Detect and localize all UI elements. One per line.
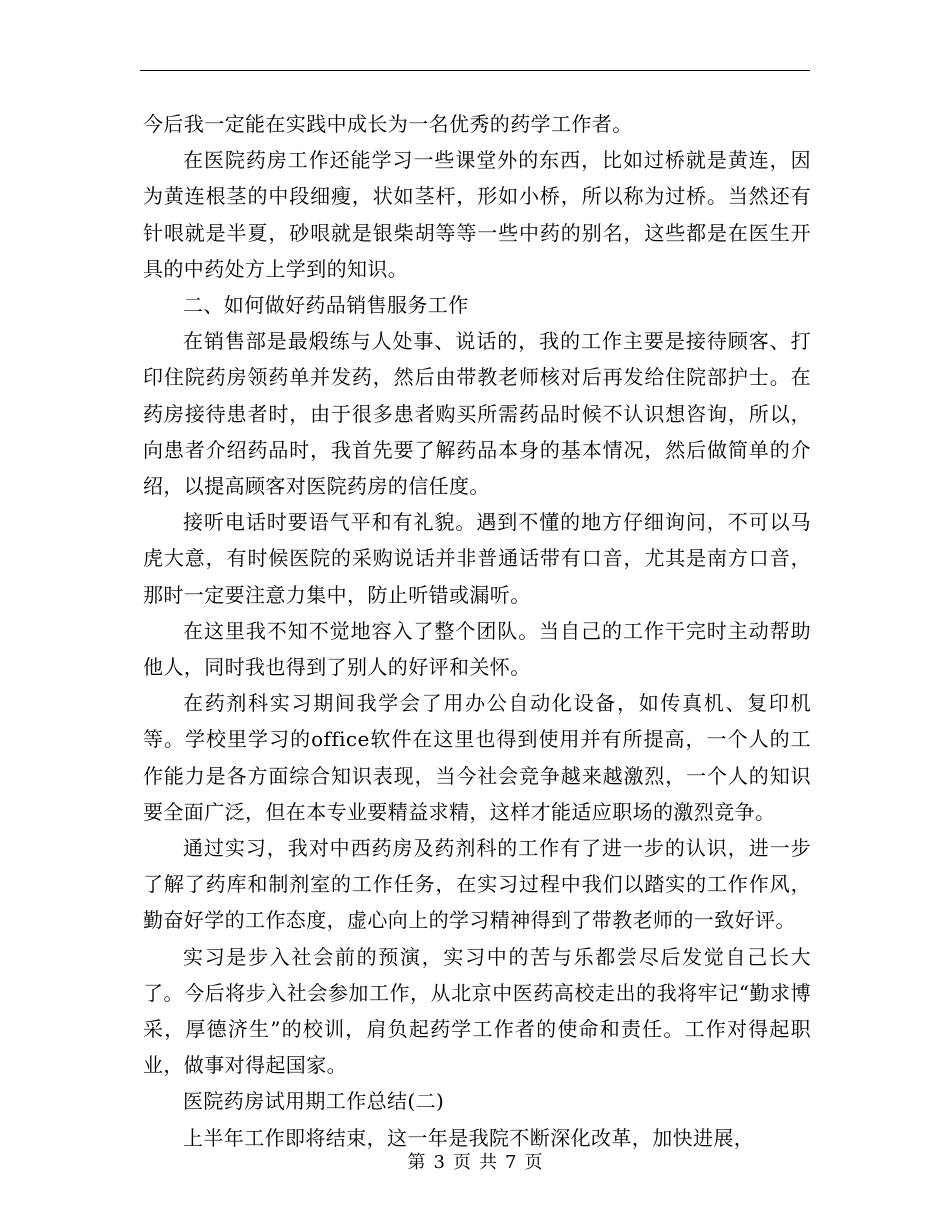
paragraph-4: 接听电话时要语气平和有礼貌。遇到不懂的地方仔细询问，不可以马虎大意，有时候医院的采购说话并非普通话带有口音，尤其是南方口音，那时一定要注意力集中，防止听错或漏听。 bbox=[143, 510, 811, 607]
current-page-number: 3 bbox=[433, 1152, 445, 1173]
header-rule bbox=[140, 70, 810, 71]
footer-suffix: 页 bbox=[524, 1152, 543, 1173]
footer-total-prefix: 共 bbox=[479, 1152, 497, 1173]
paragraph-7: 通过实习，我对中西药房及药剂科的工作有了进一步的认识，进一步了解了药库和制剂室的工作任务，在实习过程中我们以踏实的工作作风，勤奋好学的工作态度，虚心向上的学习精神得到了带教老师的一致好评。 bbox=[143, 836, 811, 933]
paragraph-9: 上半年工作即将结束，这一年是我院不断深化改革，加快进展， bbox=[183, 1125, 755, 1150]
paragraph-8: 实习是步入社会前的预演，实习中的苦与乐都尝尽后发觉自己长大了。今后将步入社会参加工作，从北京中医药高校走出的我将牢记“勤求博采，厚德济生”的校训，肩负起药学工作者的使命和责任。工作对得起职业，做事对得起国家。 bbox=[143, 944, 811, 1078]
body-text bbox=[143, 106, 811, 1156]
subtitle: 医院药房试用期工作总结(二) bbox=[183, 1089, 445, 1114]
total-pages-number: 7 bbox=[505, 1152, 517, 1173]
footer-prefix: 第 bbox=[407, 1152, 426, 1173]
paragraph-2: 在医院药房工作还能学习一些课堂外的东西，比如过桥就是黄连，因为黄连根茎的中段细瘦，状如茎杆，形如小桥，所以称为过桥。当然还有针哏就是半夏，砂哏就是银柴胡等等一些中药的别名，这些都是在医生开具的中药处方上学到的知识。 bbox=[143, 148, 811, 281]
footer-page-word: 页 bbox=[453, 1152, 471, 1173]
page-footer bbox=[0, 1151, 950, 1175]
paragraph-5: 在这里我不知不觉地容入了整个团队。当自己的工作干完时主动帮助他人，同时我也得到了别人的好评和关怀。 bbox=[143, 618, 811, 680]
paragraph-1: 今后我一定能在实践中成长为一名优秀的药学工作者。 bbox=[143, 112, 633, 136]
paragraph-3: 在销售部是最煅练与人处事、说话的，我的工作主要是接待顾客、打印住院药房领药单并发药，然后由带教老师核对后再发给住院部护士。在药房接待患者时，由于很多患者购买所需药品时候不认识想咨询，所以，向患者介绍药品时，我首先要了解药品本身的基本情况，然后做简单的介绍，以提高顾客对医院药房的信任度。 bbox=[143, 329, 811, 499]
paragraph-6: 在药剂科实习期间我学会了用办公自动化设备，如传真机、复印机等。学校里学习的office软件在这里也得到使用并有所提高，一个人的工作能力是各方面综合知识表现，当今社会竞争越来越激烈，一个人的知识要全面广泛，但在本专业要精益求精，这样才能适应职场的激烈竞争。 bbox=[143, 691, 811, 824]
section-heading: 二、如何做好药品销售服务工作 bbox=[183, 293, 469, 318]
